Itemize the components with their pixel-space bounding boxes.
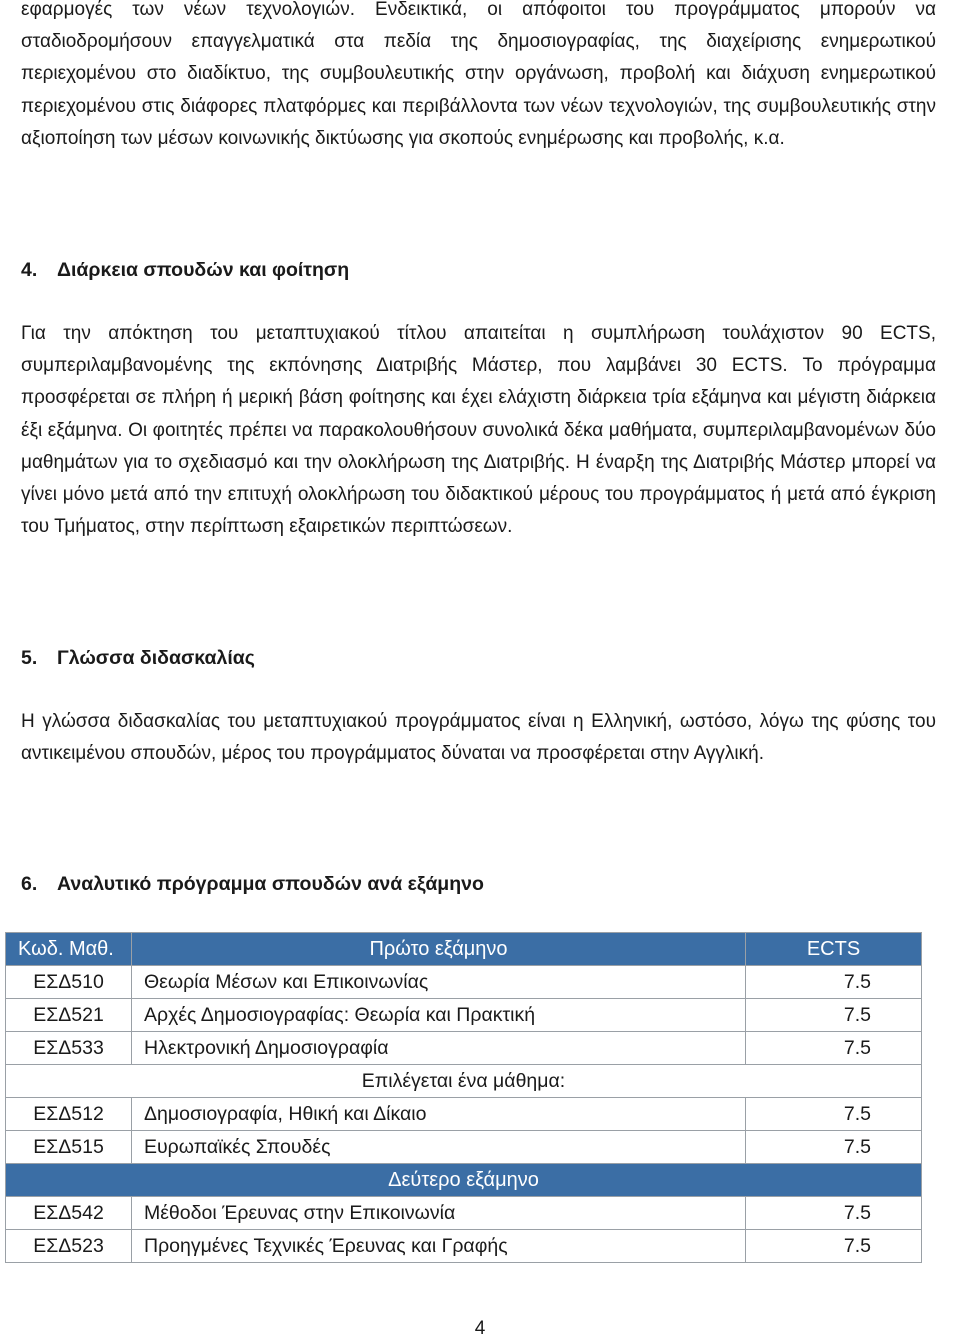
- section-number: 5.: [21, 647, 38, 669]
- page-number: 4: [474, 1318, 486, 1339]
- section-title: Διάρκεια σπουδών και φοίτηση: [57, 259, 350, 281]
- intro-paragraph: εφαρμογές των νέων τεχνολογιών. Ενδεικτικά, οι απόφοιτοι του προγράμματος μπορούν να σταδιοδρομήσουν επαγγελματικά στα πεδία της δημοσιογραφίας, της διαχείρισης ενημερωτικού περιεχομένου στο διαδίκτυο, της συμβουλευτικής στην οργάνωση, προβολή και διάχυση ενημερωτικού περιεχομένου στις διάφορες πλατφόρμες και περιβάλλοντα των νέων τεχνολογιών, της συμβουλευτικής στην αξιοποίηση των μέσων κοινωνικής δικτύωσης για σκοπούς ενημέρωσης και προβολής, κ.α.: [21, 0, 936, 149]
- course-ects: 7.5: [746, 1032, 922, 1065]
- course-code: ΕΣΔ515: [6, 1131, 132, 1164]
- course-title: Δημοσιογραφία, Ηθική και Δίκαιο: [132, 1098, 746, 1131]
- course-ects: 7.5: [746, 966, 922, 999]
- duration-paragraph: Για την απόκτηση του μεταπτυχιακού τίτλου απαιτείται η συμπλήρωση τουλάχιστον 90 ECTS, συμπεριλαμβανομένης της εκπόνησης Διατριβής Μάστερ, που λαμβάνει 30 ECTS. Το πρόγραμμα προσφέρεται σε πλήρη ή μερική βάση φοίτησης και έχει ελάχιστη διάρκεια τρία εξάμηνα και μέγιστη διάρκεια έξι εξάμηνα. Οι φοιτητές πρέπει να παρακολουθήσουν συνολικά δέκα μαθήματα, συμπεριλαμβανομένων δύο μαθημάτων για το σχεδιασμό και την ολοκλήρωση της Διατριβής. Η έναρξη της Διατριβής Μάστερ μπορεί να γίνει μόνο μετά από την επιτυχή ολοκλήρωση του διδακτικού μέρους του προγράμματος ή μετά από έγκριση του Τμήματος, στην περίπτωση εξαιρετικών περιπτώσεων.: [21, 323, 936, 538]
- table-row: [6, 966, 922, 999]
- header-semester1: Πρώτο εξάμηνο: [132, 933, 746, 966]
- course-ects: 7.5: [746, 1197, 922, 1230]
- course-title: Αρχές Δημοσιογραφίας: Θεωρία και Πρακτική: [132, 999, 746, 1032]
- course-ects: 7.5: [746, 1098, 922, 1131]
- course-code: ΕΣΔ523: [6, 1230, 132, 1263]
- elective-choice-label: Επιλέγεται ένα μάθημα:: [6, 1065, 922, 1098]
- section-heading-curriculum: [21, 871, 484, 897]
- course-code: ΕΣΔ510: [6, 966, 132, 999]
- section-heading-duration: [21, 257, 349, 283]
- course-ects: 7.5: [746, 1230, 922, 1263]
- course-title: Μέθοδοι Έρευνας στην Επικοινωνία: [132, 1197, 746, 1230]
- header-ects: ECTS: [746, 933, 922, 966]
- course-code: ΕΣΔ542: [6, 1197, 132, 1230]
- table-row: [6, 1131, 922, 1164]
- course-code: ΕΣΔ512: [6, 1098, 132, 1131]
- section-title: Γλώσσα διδασκαλίας: [57, 647, 255, 669]
- course-code: ΕΣΔ521: [6, 999, 132, 1032]
- table-header-row: [6, 933, 922, 966]
- semester2-header-row: [6, 1164, 922, 1197]
- course-ects: 7.5: [746, 1131, 922, 1164]
- section-title: Αναλυτικό πρόγραμμα σπουδών ανά εξάμηνο: [57, 873, 484, 895]
- table-row: [6, 1230, 922, 1263]
- table-row: [6, 1197, 922, 1230]
- section-number: 4.: [21, 259, 38, 281]
- table-row: [6, 1098, 922, 1131]
- section-number: 6.: [21, 873, 38, 895]
- header-semester2: Δεύτερο εξάμηνο: [6, 1164, 922, 1197]
- header-code: Κωδ. Μαθ.: [6, 933, 132, 966]
- course-title: Θεωρία Μέσων και Επικοινωνίας: [132, 966, 746, 999]
- table-row: [6, 1032, 922, 1065]
- elective-choice-row: [6, 1065, 922, 1098]
- course-title: Ηλεκτρονική Δημοσιογραφία: [132, 1032, 746, 1065]
- course-ects: 7.5: [746, 999, 922, 1032]
- course-title: Ευρωπαϊκές Σπουδές: [132, 1131, 746, 1164]
- course-code: ΕΣΔ533: [6, 1032, 132, 1065]
- language-paragraph: Η γλώσσα διδασκαλίας του μεταπτυχιακού προγράμματος είναι η Ελληνική, ωστόσο, λόγω της φύσης του αντικειμένου σπουδών, μέρος του προγράμματος δύναται να προσφέρεται στην Αγγλική.: [21, 711, 936, 765]
- course-title: Προηγμένες Τεχνικές Έρευνας και Γραφής: [132, 1230, 746, 1263]
- table-row: [6, 999, 922, 1032]
- section-heading-language: [21, 645, 255, 671]
- curriculum-table: [5, 932, 922, 1263]
